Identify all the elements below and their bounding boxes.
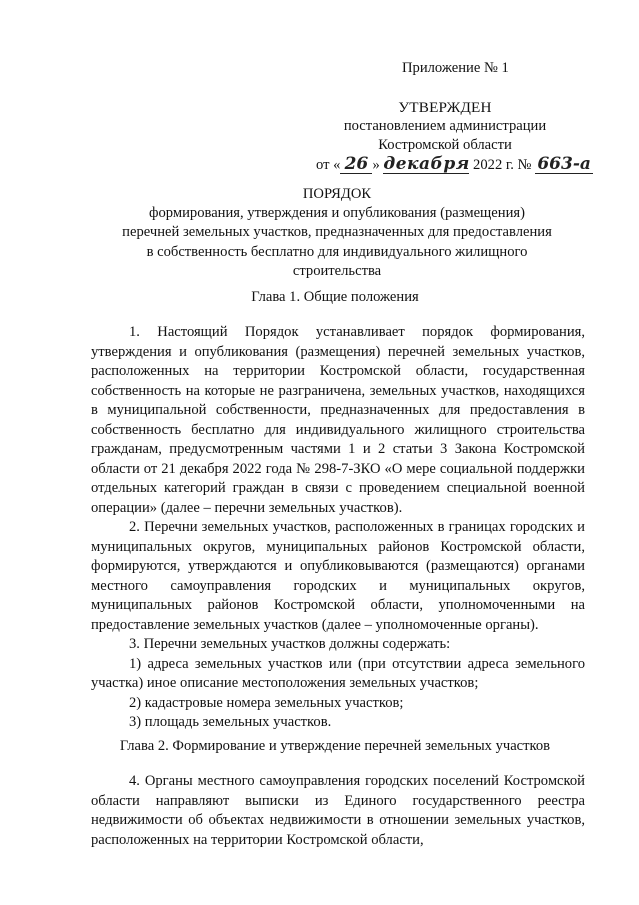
date-year: 2022 г. № (473, 157, 532, 173)
chapter-2-heading: Глава 2. Формирование и утверждение перечней земельных участков (119, 738, 551, 754)
paragraph-2: 2. Перечни земельных участков, расположенных в границах городских и муниципальных округов, муниципальных районов Костромской области, формируются, утверждаются и опубликовываются (размещаются) органами местного самоуправления городских и муниципальных округов, муниципальных районов Костромской области, уполномоченными на предоставление земельных участков (далее – уполномоченные органы). (91, 519, 585, 633)
document-title-block (90, 185, 584, 281)
resolution-number-handwritten: 663-а (535, 155, 593, 174)
paragraph-4: 4. Органы местного самоуправления городских поселений Костромской области направляют выписки из Единого государственного реестра недвижимости об объектах недвижимости в отношении земельных участков, расположенных на территории Костромской области, (91, 773, 585, 848)
document-subtitle-line-2: перечней земельных участков, предназначенных для предоставления (122, 224, 552, 241)
document-subtitle-line-1: формирования, утверждения и опубликования (размещения) (149, 205, 525, 222)
chapter-1-body (91, 323, 585, 733)
list-item-1: 1) адреса земельных участков или (при отсутствии адреса земельного участка) иное описание местоположения земельных участков; (91, 655, 585, 691)
date-day-handwritten: 26 (340, 155, 372, 174)
resolution-label: постановлением администрации (343, 118, 547, 134)
document-subtitle-line-3: в собственность бесплатно для индивидуального жилищного (146, 243, 528, 260)
document-subtitle-line-4: строительства (292, 262, 382, 279)
list-item-2: 2) кадастровые номера земельных участков; (129, 694, 404, 711)
region-label: Костромской области (378, 137, 512, 153)
resolution-date-line (300, 155, 590, 179)
list-item-3: 3) площадь земельных участков. (129, 714, 332, 730)
approved-label: УТВЕРЖДЕН (398, 99, 492, 116)
chapter-2-body (91, 772, 585, 850)
annex-label: Приложение № 1 (402, 60, 509, 76)
paragraph-1: 1. Настоящий Порядок устанавливает порядок формирования, утверждения и опубликования (размещения) перечней земельных участков, расположенных на территории Костромской области, государственная собственность на которые не разграничена, земельных участков, находящихся в муниципальной собственности, предназначенных для предоставления в собственность бесплатно для индивидуального жилищного строительства гражданам, предусмотренным частями 1 и 2 статьи 3 Закона Костромской области от 21 декабря 2022 года № 298-7-ЗКО «О мере социальной поддержки отдельных категорий граждан в связи с проведением специальной военной операции» (далее – перечни земельных участков). (91, 324, 585, 516)
paragraph-3: 3. Перечни земельных участков должны содержать: (129, 636, 451, 652)
chapter-1-heading: Глава 1. Общие положения (251, 289, 419, 305)
approval-stamp-block (300, 98, 590, 179)
document-title: ПОРЯДОК (302, 186, 372, 202)
date-month-handwritten: декабря (383, 154, 470, 174)
date-prefix: от « (316, 157, 341, 173)
date-separator: » (372, 157, 380, 173)
